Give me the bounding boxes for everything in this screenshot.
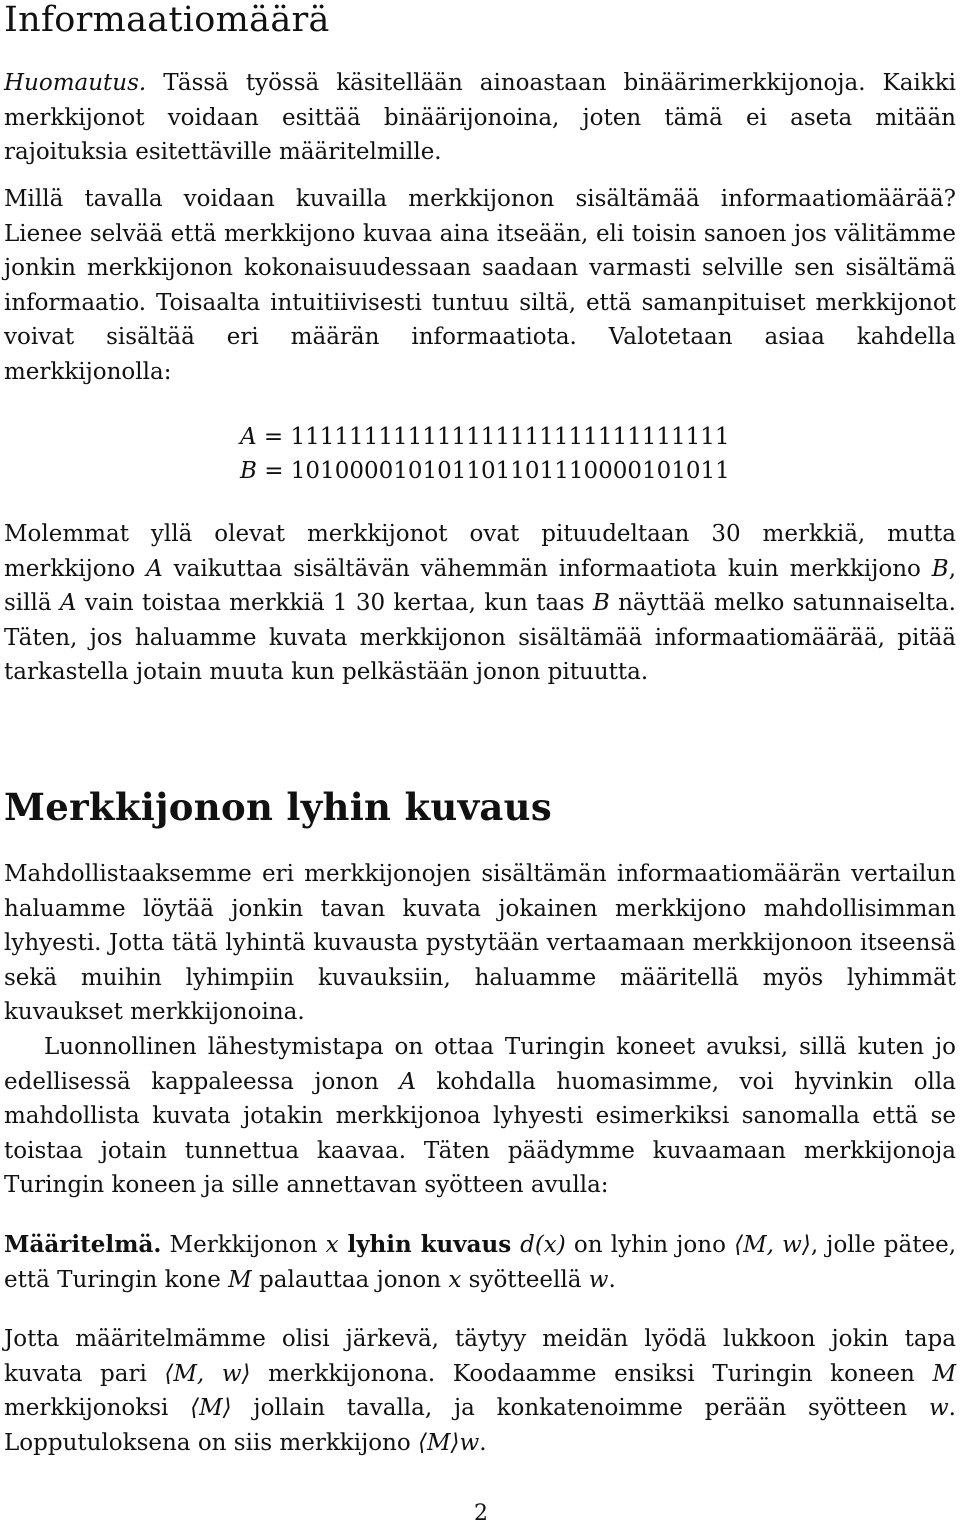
encoding-text-5: . Lopputuloksena on siis merkkijono xyxy=(4,1395,956,1456)
equation-a-value: = 111111111111111111111111111111 xyxy=(256,424,730,450)
comparison-text-2: vaikuttaa sisältävän vähemmän informaatiota kuin merkkijono xyxy=(162,555,932,582)
equation-b xyxy=(240,454,840,488)
definition-term: lyhin kuvaus xyxy=(338,1231,521,1258)
intro-paragraph: Mahdollistaaksemme eri merkkijonojen sisältämän informaatiomäärän vertailun haluamme löytää jonkin tavan kuvata jokainen merkkijono mahdollisimman lyhyesti. Jotta tätä lyhintä kuvausta pystytään vertaamaan merkkijonoon itseensä sekä muihin lyhimpiin kuvauksiin, haluamme määritellä myös lyhimmät kuvaukset merkkijonoina. xyxy=(4,861,956,1026)
encoding-text-2: merkkijonona. Koodaamme ensiksi Turingin koneen xyxy=(250,1360,933,1387)
approach-paragraph xyxy=(4,1030,956,1203)
page-number: 2 xyxy=(474,1501,488,1526)
definition-text-5: syötteellä xyxy=(461,1266,589,1293)
comparison-text-1: Molemmat yllä olevat merkkijonot ovat pituudeltaan 30 merkkiä, mutta merkkijono xyxy=(4,521,956,582)
encoding-text-3: merkkijonoksi xyxy=(4,1395,191,1422)
encoding-pair: ⟨M, w⟩ xyxy=(164,1360,251,1387)
question-paragraph: Millä tavalla voidaan kuvailla merkkijonon sisältämää informaatiomäärää? Lienee selvää että merkkijono kuvaa aina itseään, eli toisin sanoen jos välitämme jonkin merkkijonon kokonaisuudessaan saadaan varmasti selville sen sisältämä informaatio. Toisaalta intuitiivisesti tuntuu siltä, että samanpituiset merkkijonot voivat sisältää eri määrän informaatiota. Valotetaan asiaa kahdella merkkijonolla: xyxy=(4,186,956,385)
encoding-var-m: M xyxy=(932,1360,956,1387)
note-label: Huomautus. xyxy=(4,70,147,96)
encoding-var-w: w xyxy=(928,1395,949,1422)
comparison-paragraph-block xyxy=(4,517,956,690)
definition-var-x: x xyxy=(325,1232,339,1258)
definition-text-6: . xyxy=(608,1266,616,1293)
note-text: Tässä työssä käsitellään ainoastaan binäärimerkkijonoja. Kaikki merkkijonot voidaan esittää binäärijonoina, joten tämä ei aseta mitään rajoituksia esitettäville määritelmille. xyxy=(4,70,956,166)
comparison-text-3: , sillä xyxy=(4,555,956,617)
note-paragraph-block xyxy=(4,66,956,170)
encoding-enc-m: ⟨M⟩ xyxy=(190,1395,232,1422)
definition-pair: ⟨M, w⟩ xyxy=(734,1232,811,1258)
encoding-paragraph-block xyxy=(4,1322,956,1460)
comparison-var-a: A xyxy=(146,555,163,582)
approach-text-1: Luonnollinen lähestymistapa on ottaa Turingin koneet avuksi, sillä kuten jo edellisessä kappaleessa jonon xyxy=(4,1033,956,1095)
definition-text-2: on lyhin jono xyxy=(565,1232,735,1258)
comparison-var-b-2: B xyxy=(592,590,610,617)
encoding-paragraph xyxy=(4,1322,956,1460)
section-title-informaatiomaara: Informaatiomäärä xyxy=(4,0,330,40)
definition-label: Määritelmä. xyxy=(4,1231,162,1258)
definition-text-4: palauttaa jonon xyxy=(251,1266,449,1293)
note-paragraph xyxy=(4,66,956,170)
comparison-paragraph xyxy=(4,517,956,690)
encoding-text-1: Jotta määritelmämme olisi järkevä, täytyy meidän lyödä lukkoon jokin tapa kuvata pari xyxy=(4,1326,956,1387)
comparison-text-4: vain toistaa merkkiä 1 30 kertaa, kun taas xyxy=(76,590,593,617)
comparison-var-b: B xyxy=(931,555,949,582)
section2-paragraphs xyxy=(4,857,956,1203)
definition-dx: d(x) xyxy=(520,1232,566,1258)
definition-var-m: M xyxy=(228,1266,252,1293)
equation-block xyxy=(240,420,840,488)
approach-var-a: A xyxy=(399,1068,416,1095)
definition-paragraph xyxy=(4,1228,956,1297)
definition-text-1: Merkkijonon xyxy=(161,1232,326,1258)
equation-a xyxy=(240,420,840,454)
comparison-text-5: näyttää melko satunnaiselta. Täten, jos haluamme kuvata merkkijonon sisältämää informaatiomäärää, pitää tarkastella jotain muuta kun pelkästään jonon pituutta. xyxy=(4,590,956,686)
definition-var-w: w xyxy=(588,1266,609,1293)
definition-block xyxy=(4,1228,956,1297)
definition-var-x-2: x xyxy=(448,1266,462,1293)
encoding-text-6: . xyxy=(479,1429,487,1456)
definition-text-3: , jolle pätee, että Turingin kone xyxy=(4,1232,957,1293)
encoding-text-4: jollain tavalla, ja konkatenoimme perään syötteen xyxy=(231,1395,929,1422)
encoding-enc-mw: ⟨M⟩w xyxy=(418,1429,480,1456)
section-title-lyhin-kuvaus: Merkkijonon lyhin kuvaus xyxy=(4,785,552,829)
approach-text-2: kohdalla huomasimme, voi hyvinkin olla mahdollista kuvata jotakin merkkijonoa lyhyesti esimerkiksi sanomalla että se toistaa jotain tunnettua kaavaa. Täten päädymme kuvaamaan merkkijonoja Turingin koneen ja sille annettavan syötteen avulla: xyxy=(4,1068,956,1199)
equation-b-variable: B xyxy=(240,458,257,484)
equation-a-variable: A xyxy=(240,424,257,450)
comparison-var-a-2: A xyxy=(59,590,77,617)
question-paragraph-block xyxy=(4,182,956,390)
equation-b-value: = 101000010101101101110000101011 xyxy=(256,458,730,484)
